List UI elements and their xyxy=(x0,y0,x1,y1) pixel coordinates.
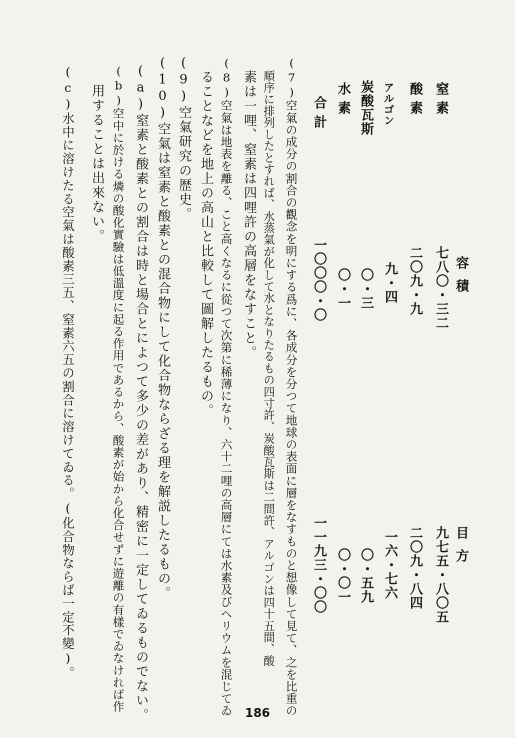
paragraph-b-line-2: 用することは出來ない。 xyxy=(89,84,104,244)
table-label-nitrogen: 窒素 xyxy=(433,82,448,120)
table-volume-argon: 九・四 xyxy=(382,262,397,304)
paragraph-7-line-1: (7)空氣の成分の割合の觀念を明にする爲に、各成分を分つて地球の表面に層をなすものと想像して見て、之を比重の xyxy=(284,56,299,717)
table-volume-total: 一〇〇〇・〇 xyxy=(311,238,326,322)
table-header-weight: 目方 xyxy=(453,526,468,572)
paragraph-7-line-2: 順序に排列したとすれば、水蒸氣が化して水となりたるもの四寸許、炭酸瓦斯は二間許、アルゴンは四十五間、酸 xyxy=(262,70,276,667)
paragraph-8-line-2: ることなどを地上の高山と比較して圖解したるもの。 xyxy=(198,70,213,418)
table-weight-argon: 一六・七六 xyxy=(382,530,397,600)
table-volume-hydrogen: 〇・一 xyxy=(335,268,350,310)
paragraph-a: (a)窒素と酸素との割合は時と場合とによつて多少の差があり、精密に一定してゐるものでない。 xyxy=(133,64,148,723)
table-volume-nitrogen: 七八〇・三二 xyxy=(433,246,448,330)
table-label-oxygen: 酸素 xyxy=(407,82,422,120)
paragraph-b-line-1: (b)空中に於ける燐の酸化實驗は低溫度に起る作用であるから、酸素が始から化合せずに遊離の有樣でゐなければ作 xyxy=(111,64,126,713)
table-volume-oxygen: 二〇九・九 xyxy=(407,246,422,316)
table-weight-hydrogen: 〇・〇一 xyxy=(335,548,350,604)
table-label-co2: 炭酸瓦斯 xyxy=(358,80,373,136)
table-header-volume: 容積 xyxy=(453,256,468,302)
table-label-hydrogen: 水素 xyxy=(335,82,350,120)
table-weight-nitrogen: 九七五・八〇五 xyxy=(433,526,448,624)
paragraph-8-line-1: (8)空氣は地表を離る、こと高くなるに從つて次第に稀薄になり、六十二哩の高層にては水素及びヘリウムを混じてゐ xyxy=(219,56,234,717)
table-weight-oxygen: 二〇九・八四 xyxy=(407,526,422,610)
table-weight-co2: 〇・五九 xyxy=(358,548,373,604)
paragraph-c: (c)水中に溶けたる空氣は酸素三五、窒素六五の割合に溶けてゐる。(化合物ならば一定不變)。 xyxy=(60,64,76,680)
table-label-total: 合計 xyxy=(311,96,326,134)
page-number: 186 xyxy=(244,706,271,720)
table-volume-co2: 〇・三 xyxy=(358,268,373,310)
paragraph-10: (10)空氣は窒素と酸素との混合物にして化合物ならざる理を解説したるもの。 xyxy=(155,56,170,601)
paragraph-9: (9)空氣研究の歴史。 xyxy=(176,56,191,222)
table-label-argon: アルゴン xyxy=(382,82,395,126)
paragraph-7-line-3: 素は一哩、窒素は四哩許の高層をなすこと。 xyxy=(241,70,256,360)
table-weight-total: 一一九三・〇〇 xyxy=(311,516,326,614)
